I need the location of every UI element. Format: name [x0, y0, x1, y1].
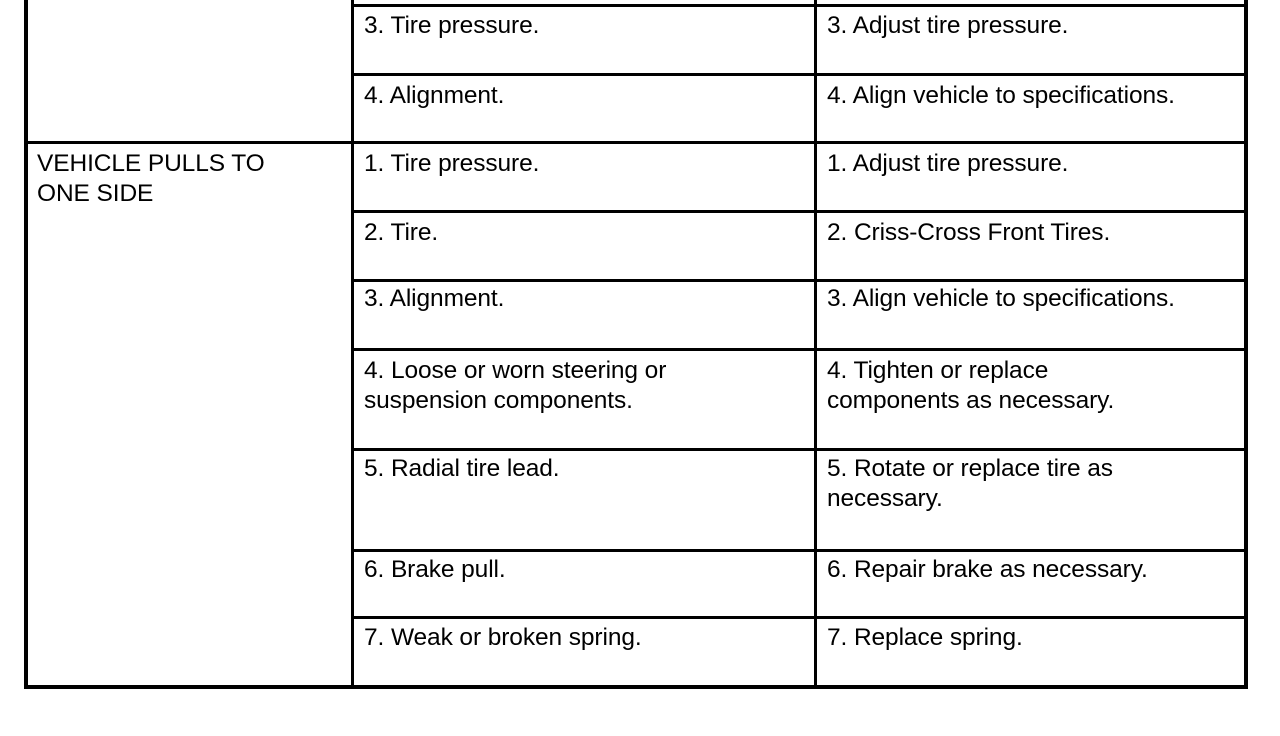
cause-cell: 4. Alignment. — [364, 82, 505, 109]
correction-cell: 7. Replace spring. — [827, 624, 1023, 651]
column-divider-cause — [814, 0, 817, 689]
row-divider — [351, 448, 1248, 451]
row-divider — [351, 348, 1248, 351]
correction-cell: 6. Repair brake as necessary. — [827, 556, 1148, 583]
cause-cell: 3. Tire pressure. — [364, 12, 540, 39]
correction-cell: 5. Rotate or replace tire as necessary. — [827, 455, 1113, 512]
column-divider-condition — [351, 0, 354, 689]
cause-cell: 5. Radial tire lead. — [364, 455, 560, 482]
row-divider — [351, 549, 1248, 552]
row-divider — [351, 4, 1248, 7]
correction-cell: 4. Tighten or replace components as necessary. — [827, 357, 1115, 414]
cause-cell: 3. Alignment. — [364, 285, 505, 312]
correction-cell: 2. Criss-Cross Front Tires. — [827, 219, 1111, 246]
correction-cell: 3. Align vehicle to specifications. — [827, 285, 1175, 312]
condition-cell: VEHICLE PULLS TO ONE SIDE — [37, 150, 265, 207]
group-divider — [24, 141, 1248, 144]
row-divider — [351, 210, 1248, 213]
row-divider — [351, 616, 1248, 619]
correction-cell: 1. Adjust tire pressure. — [827, 150, 1069, 177]
correction-cell: 4. Align vehicle to specifications. — [827, 82, 1175, 109]
cause-cell: 6. Brake pull. — [364, 556, 506, 583]
row-divider — [351, 73, 1248, 76]
cause-cell: 2. Tire. — [364, 219, 439, 246]
row-divider — [351, 279, 1248, 282]
cause-cell: 4. Loose or worn steering or suspension components. — [364, 357, 667, 414]
cause-cell: 1. Tire pressure. — [364, 150, 540, 177]
cause-cell: 7. Weak or broken spring. — [364, 624, 642, 651]
correction-cell: 3. Adjust tire pressure. — [827, 12, 1069, 39]
